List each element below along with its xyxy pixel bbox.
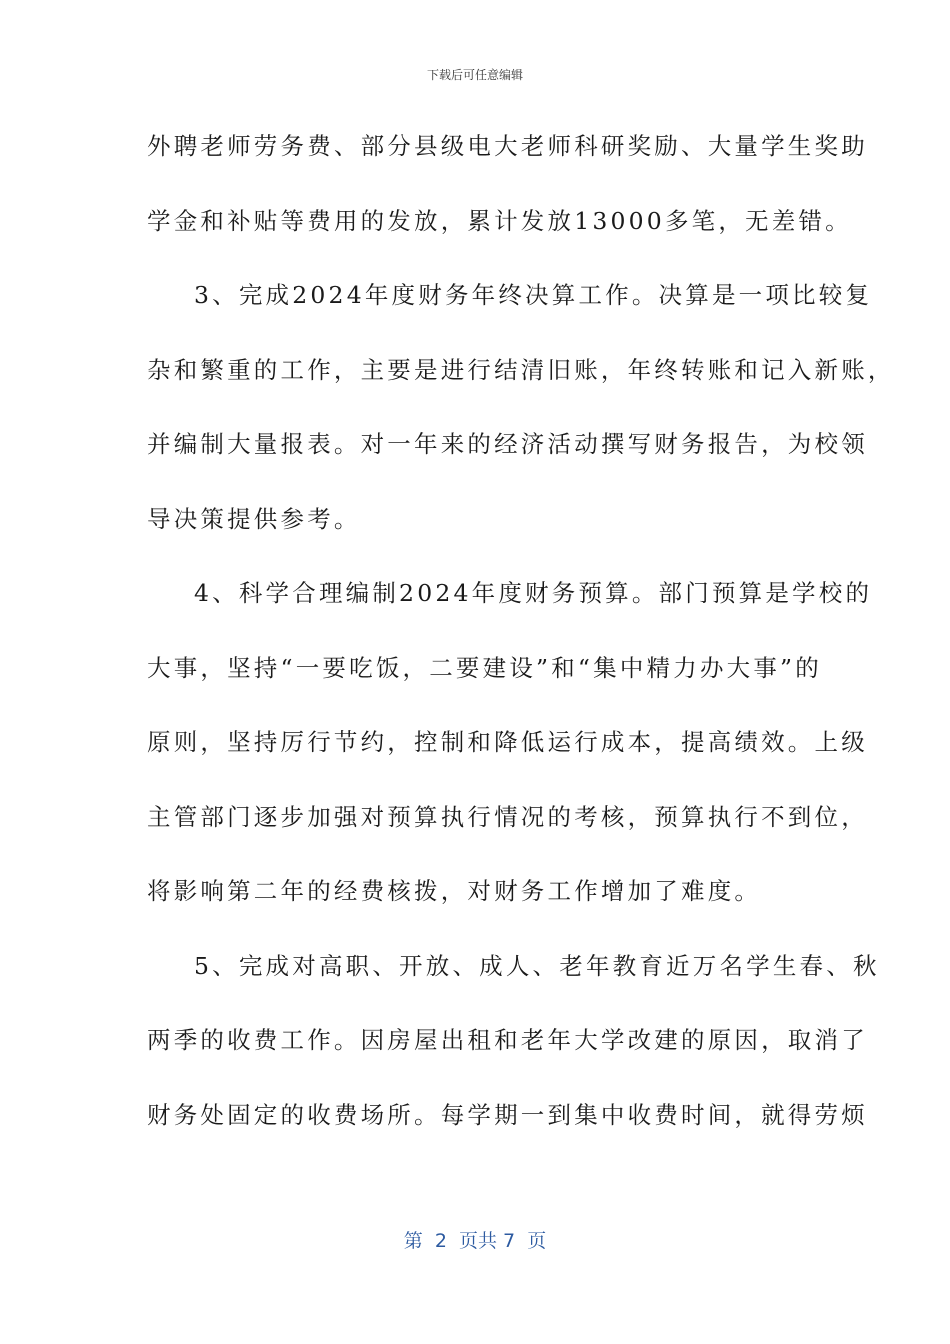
document-body: [147, 121, 895, 1164]
text-line-5: 并编制大量报表。对一年来的经济活动撰写财务报告，为校领: [147, 430, 868, 458]
text-line-11: 将影响第二年的经费核拨，对财务工作增加了难度。: [147, 877, 762, 905]
page-header: 下载后可任意编辑: [426, 68, 523, 82]
text-line-13: 两季的收费工作。因房屋出租和老年大学改建的原因，取消了: [147, 1026, 868, 1054]
text-line-8: 大事，坚持“一要吃饭，二要建设”和“集中精力办大事”的: [147, 653, 822, 682]
text-line-1: 外聘老师劳务费、部分县级电大老师科研奖励、大量学生奖助: [147, 132, 868, 160]
text-line-4: 杂和繁重的工作，主要是进行结清旧账，年终转账和记入新账，: [147, 355, 895, 384]
text-line-3: 3、完成2024年度财务年终决算工作。决算是一项比较复: [194, 281, 873, 309]
page-number-footer: 第 2 页共 7 页: [403, 1230, 547, 1252]
text-line-10: 主管部门逐步加强对预算执行情况的考核，预算执行不到位，: [147, 802, 868, 831]
text-line-12: 5、完成对高职、开放、成人、老年教育近万名学生春、秋: [194, 951, 880, 980]
text-line-6: 导决策提供参考。: [147, 504, 361, 533]
text-line-14: 财务处固定的收费场所。每学期一到集中收费时间，就得劳烦: [147, 1100, 868, 1129]
text-line-2: 学金和补贴等费用的发放，累计发放13000多笔，无差错。: [147, 206, 852, 235]
text-line-7: 4、科学合理编制2024年度财务预算。部门预算是学校的: [194, 579, 873, 607]
text-line-9: 原则，坚持厉行节约，控制和降低运行成本，提高绩效。上级: [147, 728, 868, 756]
